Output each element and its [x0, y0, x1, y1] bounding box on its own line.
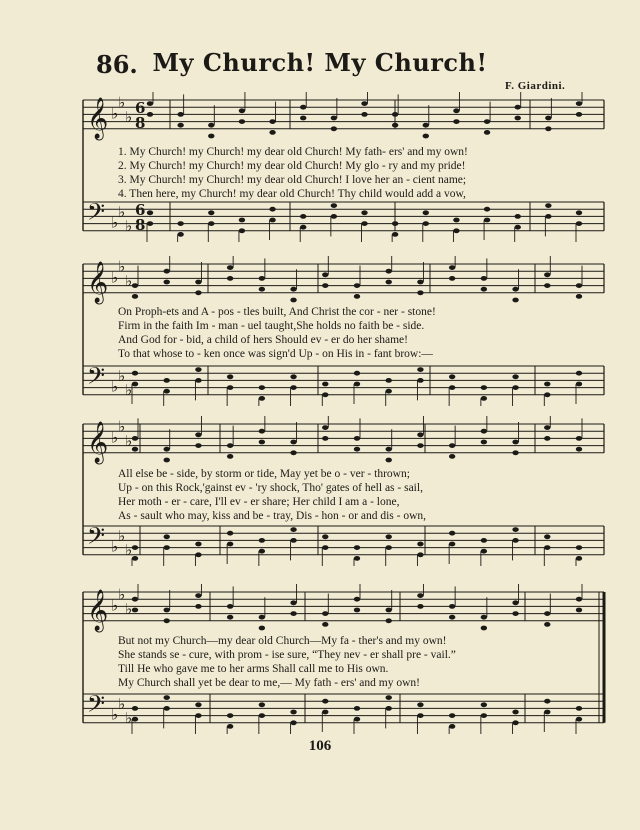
notehead [354, 283, 360, 288]
notehead [386, 280, 392, 285]
notehead [576, 545, 582, 550]
notehead [481, 385, 487, 390]
notehead [544, 425, 550, 430]
flat-icon: ♭ [118, 526, 126, 545]
notehead [481, 702, 487, 707]
notehead [322, 382, 328, 387]
notehead [147, 221, 153, 226]
notehead [259, 276, 265, 281]
flat-icon: ♭ [125, 432, 133, 450]
notehead [322, 611, 328, 616]
notehead [322, 283, 328, 288]
notehead [269, 218, 275, 223]
notehead [417, 542, 423, 547]
notehead [259, 702, 265, 707]
notehead [164, 545, 170, 550]
notehead [417, 280, 423, 285]
lyric-line: 4. Then here, my Church! my dear old Church! Thy child would add a vow, [118, 188, 466, 200]
notehead [392, 232, 398, 237]
notehead [227, 374, 233, 379]
notehead [481, 626, 487, 631]
notehead [208, 134, 214, 139]
notehead [290, 385, 296, 390]
notehead [512, 287, 518, 292]
notehead [449, 604, 455, 609]
notehead [322, 534, 328, 539]
notehead [331, 126, 337, 131]
notehead [544, 382, 550, 387]
notehead [227, 724, 233, 729]
flat-icon: ♭ [111, 705, 119, 724]
notehead [195, 432, 201, 437]
notehead [259, 538, 265, 543]
notehead [147, 210, 153, 215]
notehead [544, 392, 550, 397]
notehead [132, 556, 138, 561]
notehead [576, 221, 582, 226]
notehead [544, 272, 550, 277]
notehead [576, 436, 582, 441]
notehead [290, 710, 296, 715]
notehead [132, 545, 138, 550]
notehead [576, 101, 582, 106]
notehead [449, 724, 455, 729]
notehead [259, 396, 265, 401]
flat-icon: ♭ [125, 381, 133, 400]
notehead [147, 101, 153, 106]
notehead [227, 385, 233, 390]
notehead [544, 283, 550, 288]
notehead [361, 101, 367, 106]
notehead [132, 608, 138, 613]
notehead [177, 232, 183, 237]
notehead [544, 436, 550, 441]
notehead [239, 228, 245, 233]
notehead [449, 265, 455, 270]
notehead [132, 447, 138, 452]
notehead [484, 130, 490, 135]
bass-clef-icon: 𝄢 [87, 690, 106, 723]
notehead [300, 225, 306, 230]
notehead [449, 713, 455, 718]
notehead [322, 392, 328, 397]
notehead [417, 552, 423, 557]
notehead [392, 221, 398, 226]
notehead [512, 374, 518, 379]
notehead [290, 374, 296, 379]
flat-icon: ♭ [111, 537, 119, 556]
notehead [576, 556, 582, 561]
notehead [386, 269, 392, 274]
notehead [386, 608, 392, 613]
notehead [576, 294, 582, 299]
time-signature-top: 6 [135, 201, 146, 219]
notehead [132, 283, 138, 288]
notehead [386, 695, 392, 700]
bass-clef-icon: 𝄢 [87, 362, 106, 395]
lyric-line: Her moth - er - care, I'll ev - er share; Her child I am a - lone, [118, 496, 400, 508]
notehead [290, 600, 296, 605]
notehead [512, 611, 518, 616]
flat-icon: ♭ [111, 104, 119, 123]
lyric-line: To that whose to - ken once was sign'd Up - on His in - fant brow:— [118, 348, 433, 360]
flat-icon: ♭ [118, 366, 126, 385]
notehead [576, 210, 582, 215]
notehead [417, 367, 423, 372]
notehead [331, 203, 337, 208]
notehead [354, 608, 360, 613]
notehead [227, 542, 233, 547]
notehead [300, 214, 306, 219]
notehead [269, 207, 275, 212]
notehead [195, 713, 201, 718]
notehead [290, 538, 296, 543]
notehead [195, 367, 201, 372]
notehead [354, 436, 360, 441]
notehead [227, 604, 233, 609]
flat-icon: ♭ [125, 541, 133, 560]
notehead [132, 597, 138, 602]
lyric-line: Up - on this Rock,'gainst ev - 'ry shock, Tho' gates of hell as - sail, [118, 482, 423, 494]
notehead [544, 534, 550, 539]
lyric-line: My Church shall yet be dear to me,— My fath - ers' and my own! [118, 677, 420, 689]
notehead [481, 615, 487, 620]
notehead [132, 371, 138, 376]
notehead [177, 123, 183, 128]
notehead [417, 593, 423, 598]
notehead [512, 440, 518, 445]
notehead [453, 218, 459, 223]
flat-icon: ♭ [118, 93, 126, 112]
notehead [481, 440, 487, 445]
flat-icon: ♭ [125, 709, 133, 728]
notehead [544, 611, 550, 616]
notehead [512, 710, 518, 715]
notehead [386, 447, 392, 452]
bass-clef-icon: 𝄢 [87, 198, 106, 231]
hymn-number: 86. [96, 50, 138, 79]
notehead [322, 436, 328, 441]
notehead [354, 545, 360, 550]
notehead [386, 706, 392, 711]
notehead [195, 542, 201, 547]
notehead [417, 713, 423, 718]
notehead [331, 214, 337, 219]
treble-clef-icon: 𝄞 [87, 98, 109, 139]
notehead [239, 218, 245, 223]
notehead [453, 119, 459, 124]
notehead [449, 374, 455, 379]
bass-clef-icon: 𝄢 [87, 522, 106, 555]
notehead [208, 210, 214, 215]
notehead [512, 600, 518, 605]
notehead [259, 713, 265, 718]
notehead [386, 618, 392, 623]
notehead [449, 443, 455, 448]
notehead [290, 611, 296, 616]
notehead [361, 112, 367, 117]
lyric-line: And God for - bid, a child of hers Should ev - er do her shame! [118, 334, 408, 346]
notehead [453, 108, 459, 113]
notehead [227, 454, 233, 459]
notehead [576, 597, 582, 602]
notehead [147, 112, 153, 117]
notehead [259, 385, 265, 390]
notehead [354, 447, 360, 452]
notehead [484, 218, 490, 223]
notehead [361, 210, 367, 215]
notehead [512, 720, 518, 725]
notehead [195, 702, 201, 707]
notehead [354, 597, 360, 602]
notehead [512, 450, 518, 455]
notehead [449, 615, 455, 620]
flat-icon: ♭ [111, 596, 119, 615]
notehead [386, 545, 392, 550]
notehead [544, 545, 550, 550]
notehead [449, 385, 455, 390]
notehead [195, 604, 201, 609]
notehead [449, 276, 455, 281]
notehead [484, 119, 490, 124]
notehead [259, 429, 265, 434]
notehead [392, 123, 398, 128]
page-number: 106 [308, 738, 332, 754]
flat-icon: ♭ [125, 108, 133, 126]
notehead [290, 287, 296, 292]
flat-icon: ♭ [125, 217, 133, 236]
notehead [195, 593, 201, 598]
notehead [545, 116, 551, 121]
notehead [576, 717, 582, 722]
notehead [354, 371, 360, 376]
notehead [453, 228, 459, 233]
lyric-line: She stands se - cure, with prom - ise sure, “They nev - er shall pre - vail.” [118, 649, 456, 661]
flat-icon: ♭ [125, 600, 133, 618]
notehead [300, 105, 306, 110]
notehead [164, 695, 170, 700]
notehead [576, 447, 582, 452]
notehead [423, 221, 429, 226]
notehead [322, 710, 328, 715]
lyric-line: On Proph-ets and A - pos - tles built, And Christ the cor - ner - stone! [118, 306, 436, 318]
notehead [259, 440, 265, 445]
notehead [481, 713, 487, 718]
notehead [132, 436, 138, 441]
notehead [290, 450, 296, 455]
notehead [164, 608, 170, 613]
notehead [481, 429, 487, 434]
notehead [132, 706, 138, 711]
notehead [417, 702, 423, 707]
flat-icon: ♭ [111, 213, 119, 232]
notehead [423, 134, 429, 139]
flat-icon: ♭ [111, 268, 119, 287]
composer-credit: F. Giardini. [505, 80, 566, 92]
notehead [576, 283, 582, 288]
notehead [177, 112, 183, 117]
notehead [576, 608, 582, 613]
notehead [392, 112, 398, 117]
flat-icon: ♭ [125, 272, 133, 290]
notehead [512, 538, 518, 543]
notehead [290, 298, 296, 303]
flat-icon: ♭ [118, 694, 126, 713]
notehead [423, 123, 429, 128]
notehead [449, 454, 455, 459]
notehead [449, 531, 455, 536]
notehead [354, 556, 360, 561]
notehead [386, 389, 392, 394]
flat-icon: ♭ [118, 417, 126, 436]
notehead [227, 276, 233, 281]
flat-icon: ♭ [118, 585, 126, 604]
notehead [322, 699, 328, 704]
lyric-line: Firm in the faith Im - man - uel taught,She holds no faith be - side. [118, 320, 425, 332]
notehead [515, 225, 521, 230]
notehead [386, 378, 392, 383]
notehead [290, 527, 296, 532]
notehead [227, 443, 233, 448]
lyric-line: But not my Church—my dear old Church—My fa - ther's and my own! [118, 635, 447, 647]
notehead [259, 549, 265, 554]
notehead [227, 713, 233, 718]
notehead [164, 280, 170, 285]
notehead [195, 443, 201, 448]
notehead [164, 706, 170, 711]
notehead [576, 382, 582, 387]
notehead [322, 272, 328, 277]
notehead [484, 207, 490, 212]
notehead [545, 214, 551, 219]
notehead [164, 447, 170, 452]
notehead [300, 116, 306, 121]
notehead [386, 534, 392, 539]
notehead [417, 378, 423, 383]
flat-icon: ♭ [118, 257, 126, 276]
notehead [227, 531, 233, 536]
notehead [269, 130, 275, 135]
notehead [290, 440, 296, 445]
notehead [177, 221, 183, 226]
notehead [322, 545, 328, 550]
treble-clef-icon: 𝄞 [87, 590, 109, 631]
flat-icon: ♭ [118, 202, 126, 221]
time-signature-bottom: 8 [135, 216, 146, 234]
notehead [322, 622, 328, 627]
notehead [239, 119, 245, 124]
lyric-line: As - sault who may, kiss and be - tray, Dis - hon - or and dis - own, [118, 510, 427, 522]
time-signature-bottom: 8 [135, 114, 146, 132]
flat-icon: ♭ [111, 377, 119, 396]
notehead [331, 116, 337, 121]
notehead [132, 294, 138, 299]
notehead [164, 618, 170, 623]
notehead [259, 615, 265, 620]
notehead [386, 458, 392, 463]
notehead [164, 378, 170, 383]
notehead [423, 210, 429, 215]
notehead [361, 221, 367, 226]
treble-clef-icon: 𝄞 [87, 262, 109, 303]
notehead [195, 290, 201, 295]
notehead [545, 126, 551, 131]
notehead [515, 116, 521, 121]
hymn-title: My Church! My Church! [152, 48, 488, 77]
notehead [354, 717, 360, 722]
notehead [515, 105, 521, 110]
notehead [290, 720, 296, 725]
notehead [417, 290, 423, 295]
notehead [481, 549, 487, 554]
notehead [269, 119, 275, 124]
notehead [195, 280, 201, 285]
notehead [512, 298, 518, 303]
time-signature-top: 6 [135, 99, 146, 117]
lyric-line: 1. My Church! my Church! my dear old Church! My fath- ers' and my own! [118, 146, 468, 158]
notehead [449, 542, 455, 547]
lyric-line: All else be - side, by storm or tide, May yet be o - ver - thrown; [118, 468, 410, 480]
notehead [208, 123, 214, 128]
notehead [544, 622, 550, 627]
notehead [354, 706, 360, 711]
notehead [259, 287, 265, 292]
notehead [481, 276, 487, 281]
lyric-line: 2. My Church! my Church! my dear old Church! My glo - ry and my pride! [118, 160, 466, 172]
notehead [576, 112, 582, 117]
notehead [512, 527, 518, 532]
notehead [576, 371, 582, 376]
notehead [164, 389, 170, 394]
notehead [544, 699, 550, 704]
notehead [481, 287, 487, 292]
notehead [417, 443, 423, 448]
notehead [481, 396, 487, 401]
notehead [132, 717, 138, 722]
notehead [227, 615, 233, 620]
notehead [259, 626, 265, 631]
notehead [544, 710, 550, 715]
notehead [227, 265, 233, 270]
notehead [164, 534, 170, 539]
notehead [164, 458, 170, 463]
notehead [208, 221, 214, 226]
notehead [515, 214, 521, 219]
notehead [132, 382, 138, 387]
notehead [195, 378, 201, 383]
notehead [164, 269, 170, 274]
notehead [239, 108, 245, 113]
notehead [545, 203, 551, 208]
lyric-line: 3. My Church! my Church! my dear old Church! I love her an - cient name; [118, 174, 467, 186]
notehead [354, 382, 360, 387]
notehead [322, 425, 328, 430]
lyric-line: Till He who gave me to her arms Shall call me to His own. [118, 663, 389, 675]
notehead [417, 432, 423, 437]
notehead [576, 706, 582, 711]
notehead [354, 294, 360, 299]
notehead [417, 604, 423, 609]
notehead [195, 552, 201, 557]
treble-clef-icon: 𝄞 [87, 422, 109, 463]
notehead [481, 538, 487, 543]
notehead [512, 385, 518, 390]
flat-icon: ♭ [111, 428, 119, 447]
